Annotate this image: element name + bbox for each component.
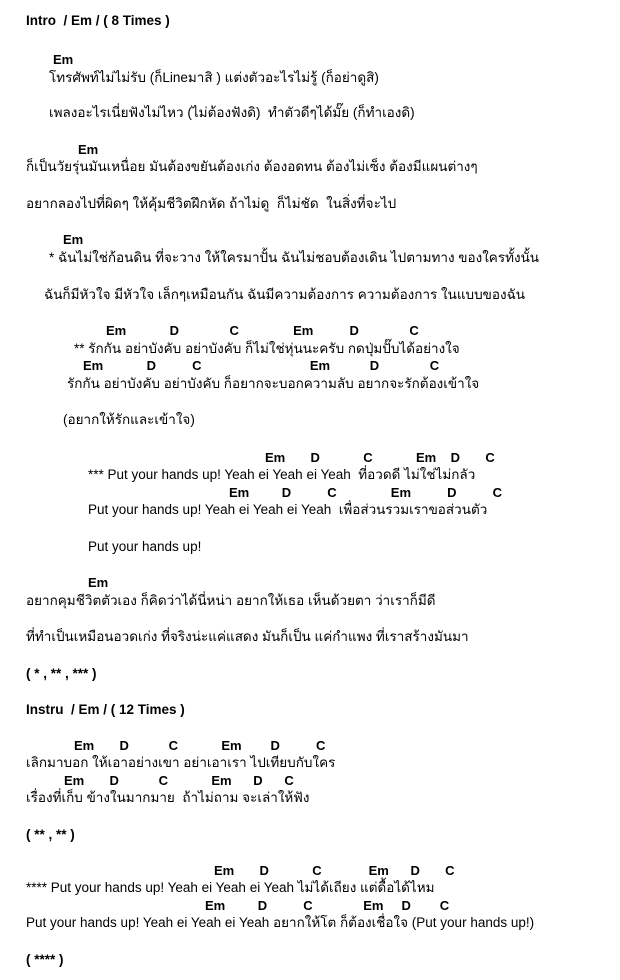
lyric-line: เพลงอะไรเนี่ยฟังไม่ไหว (ไม่ต้องฟังดิ) ทำตัวดีๆได้มั๊ย (ก็ทำเองดิ) [49, 105, 415, 120]
section-repeat: ( **** ) [26, 952, 64, 967]
chord-line: Em D C Em D C [106, 323, 419, 338]
lyric-line: ** รักกัน อย่าบังคับ อย่าบังคับ ก็ไม่ใช่หุ่นนะครับ กดปุ่มปั๊บได้อย่างใจ [74, 341, 460, 356]
lyric-line: * ฉันไม่ใช่ก้อนดิน ที่จะวาง ให้ใครมาปั้น ฉันไม่ชอบต้องเดิน ไปตามทาง ของใครทั้งนั้น [49, 250, 540, 265]
lyric-line: *** Put your hands up! Yeah ei Yeah ei Yeah ที่อวดดี ไม่ใช่ไม่กลัว [88, 467, 476, 482]
lyric-line: ก็เป็นวัยรุ่นมันเหนื่อย มันต้องขยันต้องเก่ง ต้องอดทน ต้องไม่เซ็ง ต้องมีแผนต่างๆ [26, 159, 478, 174]
lyric-line: Put your hands up! Yeah ei Yeah ei Yeah เพื่อส่วนรวมเราขอส่วนตัว [88, 502, 488, 517]
intro-header: Intro / Em / ( 8 Times ) [26, 13, 170, 28]
chord-line: Em D C Em D C [265, 450, 495, 465]
chord-line: Em D C Em D C [205, 898, 450, 913]
instru-header: Instru / Em / ( 12 Times ) [26, 702, 185, 717]
lyric-line: Put your hands up! Yeah ei Yeah ei Yeah อยากให้โต ก็ต้องเชื่อใจ (Put your hands up!) [26, 915, 535, 930]
lyric-line: ที่ทำเป็นเหมือนอวดเก่ง ที่จริงน่ะแค่แสดง มันก็เป็น แค่กำแพง ที่เราสร้างมันมา [26, 629, 469, 644]
chord-line: Em [53, 52, 74, 67]
chord-line: Em D C Em D C [83, 358, 440, 373]
lyric-line: อยากลองไปที่ผิดๆ ให้คุ้มชีวิตฝึกหัด ถ้าไม่ดู ก็ไม่ชัด ในสิ่งที่จะไป [26, 196, 397, 211]
chord-line: Em D C Em D C [74, 738, 326, 753]
chord-line: Em D C Em D C [64, 773, 294, 788]
lyric-line: เรื่องที่เก็บ ข้างในมากมาย ถ้าไม่ถาม จะเล่าให้ฟัง [26, 790, 310, 805]
lyric-line: เลิกมาบอก ให้เอาอย่างเขา อย่าเอาเรา ไปเทียบกับใคร [26, 755, 336, 770]
lyric-line: **** Put your hands up! Yeah ei Yeah ei Yeah ไม่ได้เถียง แต่ดื้อได้ไหม [26, 880, 435, 895]
lyric-line: ฉันก็มีหัวใจ มีหัวใจ เล็กๆเหมือนกัน ฉันมีความต้องการ ความต้องการ ในแบบของฉัน [44, 287, 526, 302]
chord-line: Em D C Em D C [214, 863, 455, 878]
section-repeat: ( * , ** , *** ) [26, 666, 97, 681]
chord-line: Em D C Em D C [229, 485, 503, 500]
chord-line: Em [78, 142, 99, 157]
lyric-line: (อยากให้รักและเข้าใจ) [63, 412, 195, 427]
chord-line: Em [63, 232, 84, 247]
lyric-line: โทรศัพท์ไม่ไม่รับ (ก็Lineมาสิ ) แต่งตัวอะไรไม่รู้ (ก็อย่าดูสิ) [49, 70, 379, 85]
section-repeat: ( ** , ** ) [26, 827, 75, 842]
lyric-line: Put your hands up! [88, 539, 202, 554]
lyric-line: รักกัน อย่าบังคับ อย่าบังคับ ก็อยากจะบอกความลับ อยากจะรักต้องเข้าใจ [67, 376, 480, 391]
chord-line: Em [88, 575, 109, 590]
lyric-line: อยากคุมชีวิตตัวเอง ก็คิดว่าได้นี่หน่า อยากให้เธอ เห็นด้วยตา ว่าเราก็มีดี [26, 593, 436, 608]
